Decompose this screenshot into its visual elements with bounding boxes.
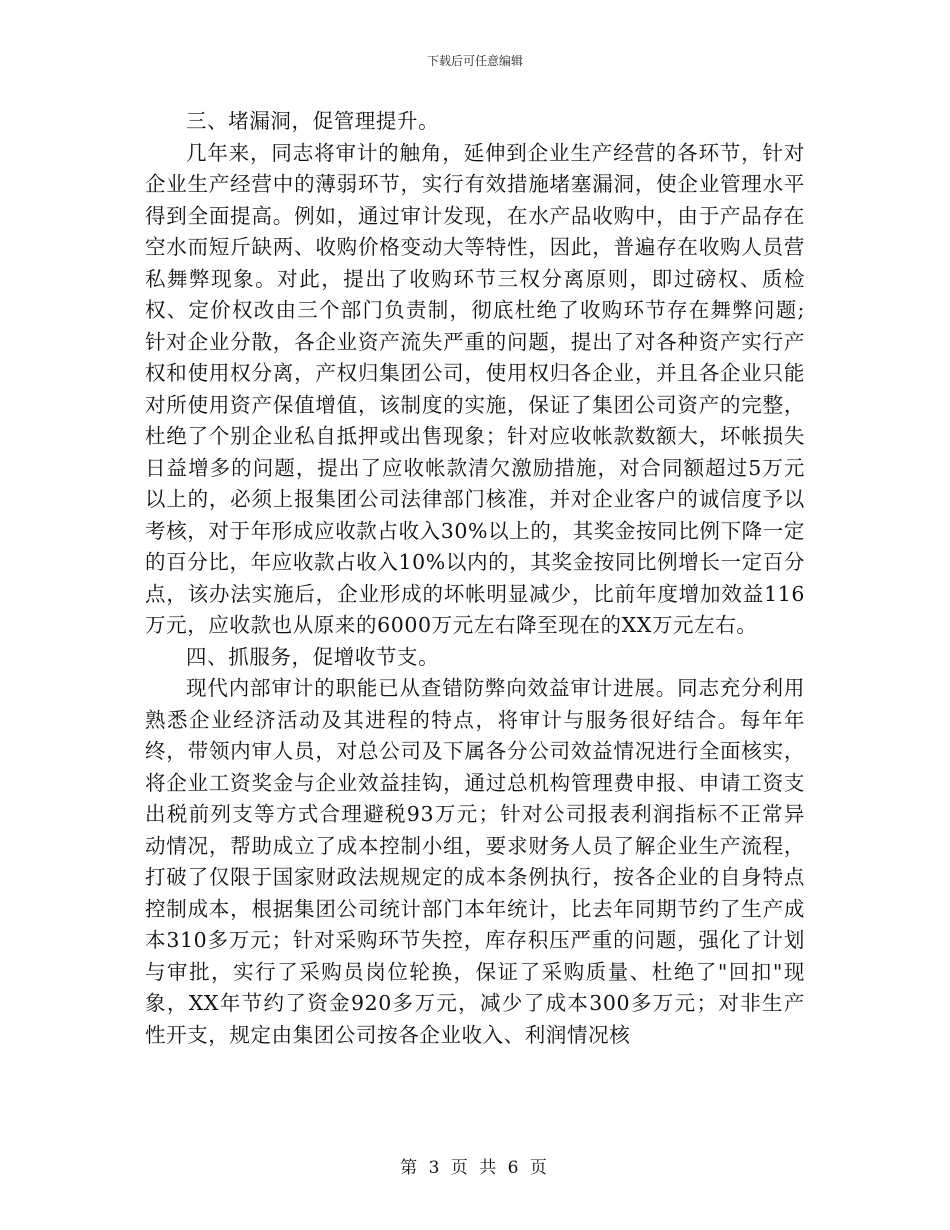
document-body: [145, 106, 805, 1051]
page-number: 第 3 页 共 6 页: [400, 1158, 550, 1178]
paragraph: 现代内部审计的职能已从查错防弊向效益审计进展。同志充分利用熟悉企业经济活动及其进程的特点，将审计与服务很好结合。每年年终，带领内审人员，对总公司及下属各分公司效益情况进行全面核实，将企业工资奖金与企业效益挂钩，通过总机构管理费申报、申请工资支出税前列支等方式合理避税93万元；针对公司报表利润指标不正常异动情况，帮助成立了成本控制小组，要求财务人员了解企业生产流程，打破了仅限于国家财政法规规定的成本条例执行，按各企业的自身特点控制成本，根据集团公司统计部门本年统计，比去年同期节约了生产成本310多万元；针对采购环节失控，库存积压严重的问题，强化了计划与审批，实行了采购员岗位轮换，保证了采购质量、杜绝了"回扣"现象，XX年节约了资金920多万元，减少了成本300多万元；对非生产性开支，规定由集团公司按各企业收入、利润情况核: [145, 676, 805, 1047]
section-heading-3: 三、堵漏洞，促管理提升。: [186, 109, 440, 133]
section-heading-4: 四、抓服务，促增收节支。: [186, 644, 440, 669]
paragraph: 几年来，同志将审计的触角，延伸到企业生产经营的各环节，针对企业生产经营中的薄弱环节，实行有效措施堵塞漏洞，使企业管理水平得到全面提高。例如，通过审计发现，在水产品收购中，由于产品存在空水而短斤缺两、收购价格变动大等特性，因此，普遍存在收购人员营私舞弊现象。对此，提出了收购环节三权分离原则，即过磅权、质检权、定价权改由三个部门负责制，彻底杜绝了收购环节存在舞弊问题;针对企业分散，各企业资产流失严重的问题，提出了对各种资产实行产权和使用权分离，产权归集团公司，使用权归各企业，并且各企业只能对所使用资产保值增值，该制度的实施，保证了集团公司资产的完整，杜绝了个别企业私自抵押或出售现象；针对应收帐款数额大，坏帐损失日益增多的问题，提出了应收帐款清欠激励措施，对合同额超过5万元以上的，必须上报集团公司法律部门核准，并对企业客户的诚信度予以考核，对于年形成应收款占收入30%以上的，其奖金按同比例下降一定的百分比，年应收款占收入10%以内的，其奖金按同比例增长一定百分点，该办法实施后，企业形成的坏帐明显减少，比前年度增加效益116万元，应收款也从原来的6000万元左右降至现在的XX万元左右。: [145, 140, 805, 637]
page-header: 下载后可任意编辑: [426, 54, 523, 68]
